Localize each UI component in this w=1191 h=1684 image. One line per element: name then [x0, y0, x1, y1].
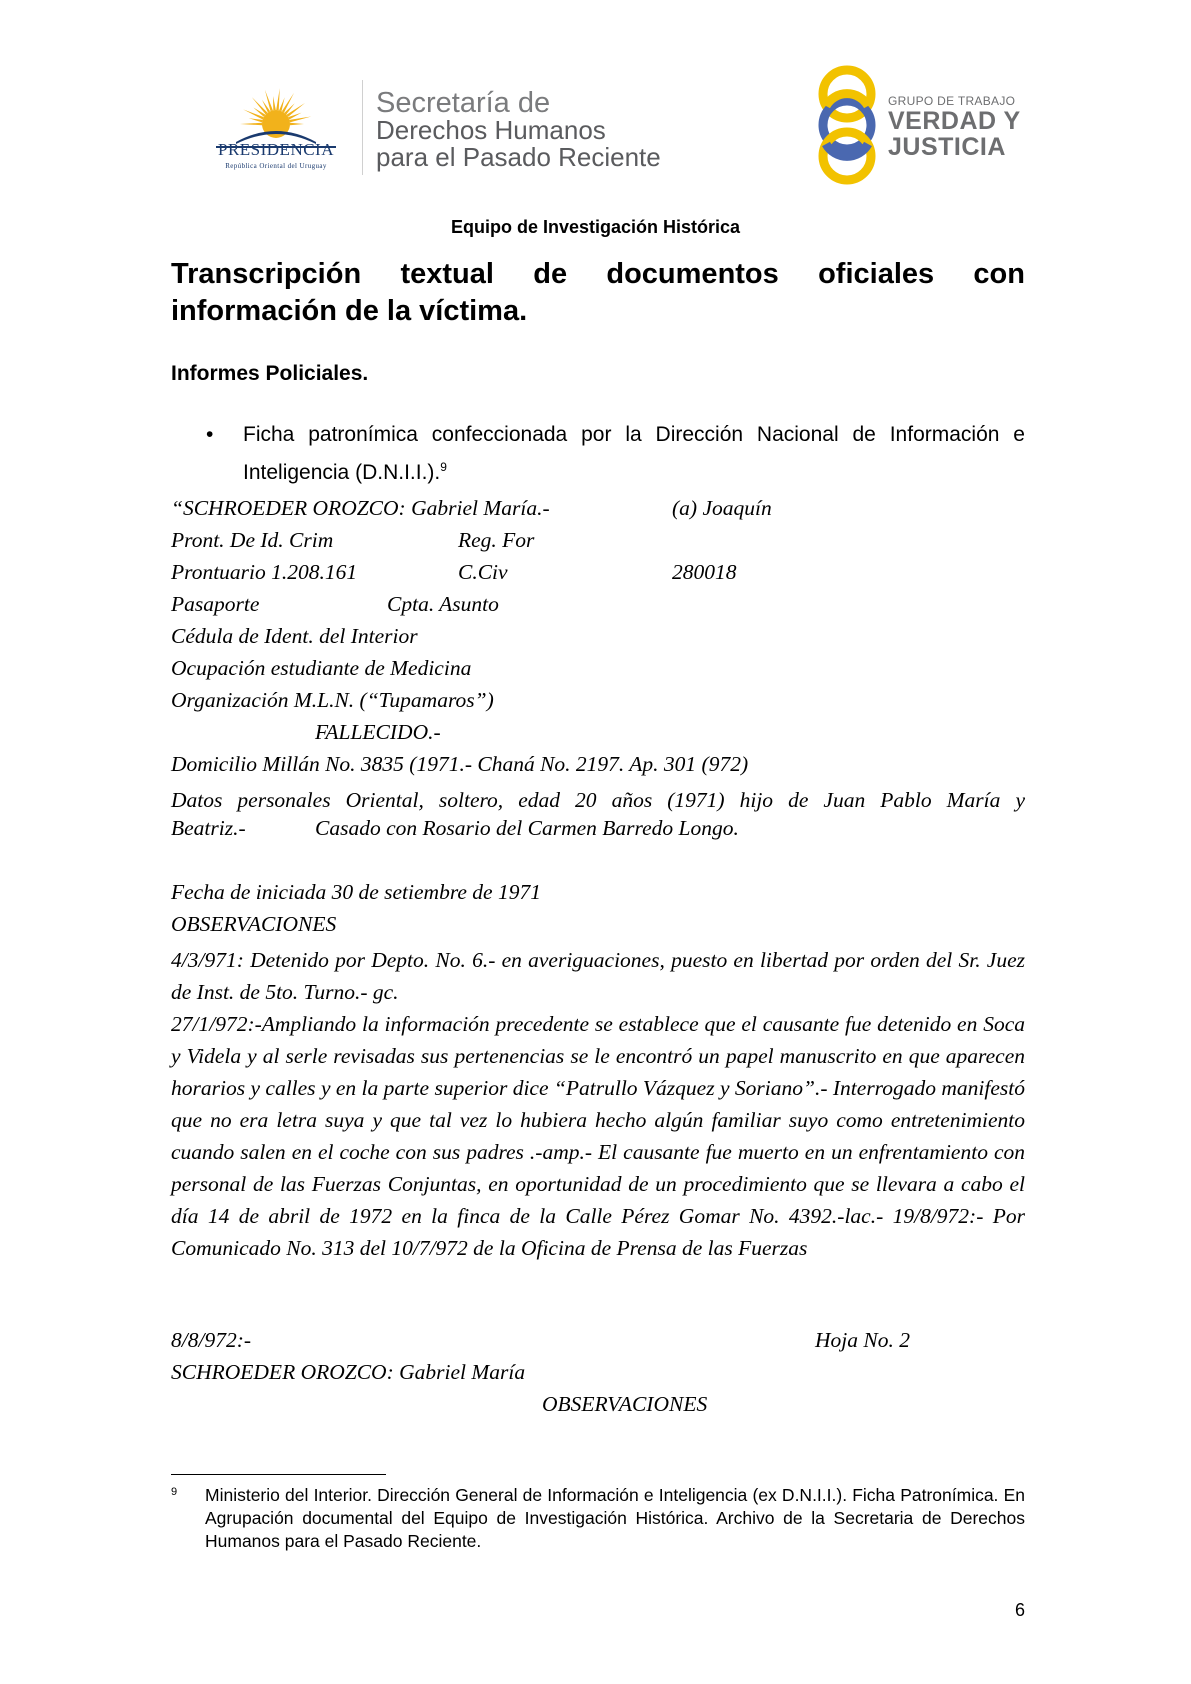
bullet-text: [243, 419, 1025, 489]
page-title: Transcripción textual de documentos oficiales con información de la víctima.: [171, 258, 1025, 327]
page-number: 6: [1015, 1600, 1026, 1620]
ficha-madre: Beatriz.-: [171, 816, 246, 840]
bullet-symbol: •: [206, 423, 214, 446]
secretaria-line-3: para el Pasado Reciente: [376, 142, 661, 172]
ficha-domicilio: Domicilio Millán No. 3835 (1971.- Chaná No. 2197. Ap. 301 (972): [171, 752, 749, 776]
bullet-text-body: Ficha patronímica confeccionada por la Dirección Nacional de Información e Inteligencia (D.N.I.I.).: [243, 423, 1025, 484]
secretaria-logo-text: [376, 87, 661, 172]
footnote-ref[interactable]: 9: [440, 460, 447, 474]
section-heading: Informes Policiales.: [171, 362, 369, 385]
footnote-text: Ministerio del Interior. Dirección General de Información e Inteligencia (ex D.N.I.I.). Ficha Patronímica. En Agrupación documental del Equipo de Investigación Histórica. Archivo de la Secretaria de Derechos Humanos para el Pasado Reciente.: [205, 1485, 1025, 1551]
verdad-justicia-rings-logo-icon: [812, 62, 882, 188]
verdad-justicia-logo-text: [888, 94, 1021, 160]
ficha-observaciones-heading: OBSERVACIONES: [171, 912, 337, 936]
ficha-fecha-iniciada: Fecha de iniciada 30 de setiembre de 1971: [171, 880, 541, 904]
ficha-cedula: Cédula de Ident. del Interior: [171, 624, 418, 648]
ficha-ocupacion: Ocupación estudiante de Medicina: [171, 656, 472, 680]
ficha-observacion-1: 4/3/971: Detenido por Depto. No. 6.- en averiguaciones, puesto en libertad por orden del Sr. Juez de Inst. de 5to. Turno.- gc.: [171, 948, 1025, 1004]
gtvj-line-3: JUSTICIA: [888, 133, 1006, 161]
ficha-cciv-label: C.Civ: [458, 560, 508, 584]
ficha-hoja-numero: Hoja No. 2: [815, 1328, 910, 1352]
ficha-reg-for: Reg. For: [458, 528, 535, 552]
presidencia-label: PRESIDENCIA: [217, 140, 334, 159]
ficha-cpta-asunto: Cpta. Asunto: [387, 592, 499, 616]
header-divider: [362, 80, 363, 175]
footnote-separator: [171, 1474, 386, 1475]
gtvj-line-1: GRUPO DE TRABAJO: [888, 94, 1016, 108]
footnote-number: 9: [171, 1486, 178, 1498]
secretaria-line-1: Secretaría de: [376, 87, 551, 119]
ficha-fecha-hoja: 8/8/972:-: [171, 1328, 252, 1352]
team-label: Equipo de Investigación Histórica: [450, 217, 741, 237]
ficha-pront-id: Pront. De Id. Crim: [171, 528, 334, 552]
presidencia-sublabel: República Oriental del Uruguay: [225, 162, 327, 170]
ficha-fallecido: FALLECIDO.-: [315, 720, 441, 744]
ficha-organizacion: Organización M.L.N. (“Tupamaros”): [171, 688, 494, 712]
ficha-name-line: “SCHROEDER OROZCO: Gabriel María.-: [171, 496, 550, 520]
ficha-observacion-2: 27/1/972:-Ampliando la información precedente se establece que el causante fue detenido en Soca y Videla y al serle revisadas sus pertenencias se le encontró un papel manuscrito en que aparecen horarios y calles y en la parte superior dice “Patrullo Vázquez y Soriano”.- Interrogado manifestó que no era letra suya y que tal vez lo hubiera hecho algún familiar suyo como entretenimiento cuando salen en el coche con sus padres .-amp.- El causante fue muerto en un enfrentamiento con personal de las Fuerzas Conjuntas, en oportunidad de un procedimiento que se llevara a cabo el día 14 de abril de 1972 en la finca de la Calle Pérez Gomar No. 4392.-lac.- 19/8/972:- Por Comunicado No. 313 del 10/7/972 de la Oficina de Prensa de las Fuerzas: [171, 1012, 1025, 1260]
ficha-name-repeat: SCHROEDER OROZCO: Gabriel María: [171, 1360, 526, 1384]
ficha-casado: Casado con Rosario del Carmen Barredo Longo.: [315, 816, 739, 840]
ficha-pasaporte: Pasaporte: [171, 592, 260, 616]
ficha-datos-personales: Datos personales Oriental, soltero, edad 20 años (1971) hijo de Juan Pablo María y: [171, 788, 1025, 812]
ficha-cciv-value: 280018: [672, 560, 737, 584]
ficha-alias: (a) Joaquín: [672, 496, 772, 520]
ficha-prontuario: Prontuario 1.208.161: [171, 560, 358, 584]
ficha-observaciones-heading-2: OBSERVACIONES: [542, 1392, 708, 1416]
gtvj-line-2: VERDAD Y: [888, 107, 1021, 135]
secretaria-line-2: Derechos Humanos: [376, 115, 606, 145]
